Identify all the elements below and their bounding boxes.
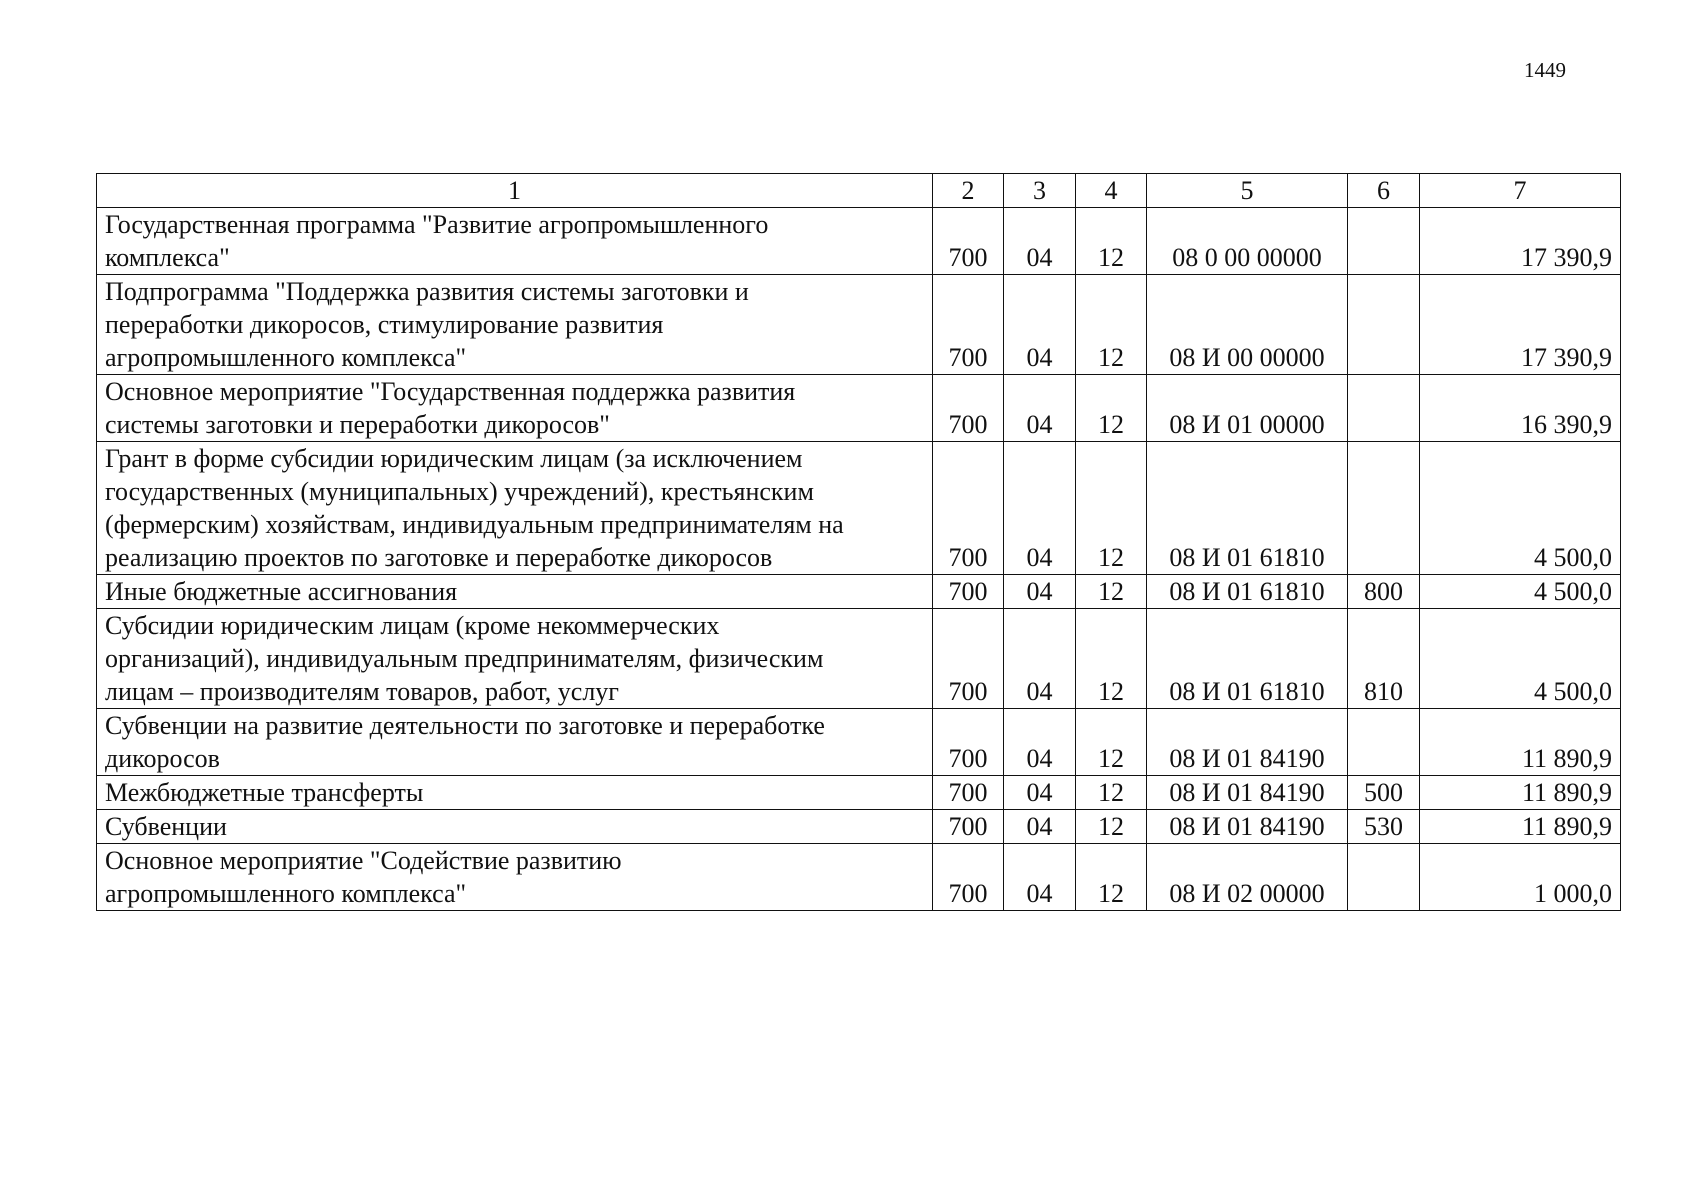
section-cell: 04 xyxy=(1004,810,1076,844)
code-cell: 700 xyxy=(933,810,1004,844)
header-cell-2: 2 xyxy=(933,174,1004,208)
expense-type-cell xyxy=(1348,208,1420,275)
item-name-line: Межбюджетные трансферты xyxy=(105,778,424,807)
amount-cell: 17 390,9 xyxy=(1420,208,1621,275)
expense-type-cell xyxy=(1348,709,1420,776)
header-cell-7: 7 xyxy=(1420,174,1621,208)
subsection-cell: 12 xyxy=(1076,844,1147,911)
code-cell: 700 xyxy=(933,844,1004,911)
item-name-cell xyxy=(97,208,933,275)
table-row xyxy=(97,275,1621,375)
item-name-line: комплекса" xyxy=(105,243,230,272)
item-name-line: Субвенции xyxy=(105,812,227,841)
budget-table xyxy=(96,173,1621,911)
amount-cell: 4 500,0 xyxy=(1420,609,1621,709)
target-article-cell: 08 И 00 00000 xyxy=(1147,275,1348,375)
expense-type-cell xyxy=(1348,275,1420,375)
header-row xyxy=(97,174,1621,208)
table-row xyxy=(97,609,1621,709)
subsection-cell: 12 xyxy=(1076,709,1147,776)
item-name-cell xyxy=(97,844,933,911)
amount-cell: 4 500,0 xyxy=(1420,575,1621,609)
table-row xyxy=(97,709,1621,776)
item-name-cell xyxy=(97,709,933,776)
item-name-line: реализацию проектов по заготовке и переработке дикоросов xyxy=(105,543,773,572)
code-cell: 700 xyxy=(933,442,1004,575)
table-body xyxy=(97,208,1621,911)
target-article-cell: 08 И 01 61810 xyxy=(1147,609,1348,709)
expense-type-cell: 800 xyxy=(1348,575,1420,609)
item-name-cell xyxy=(97,275,933,375)
amount-cell: 17 390,9 xyxy=(1420,275,1621,375)
header-cell-5: 5 xyxy=(1147,174,1348,208)
target-article-cell: 08 И 01 84190 xyxy=(1147,776,1348,810)
item-name-line: Основное мероприятие "Содействие развитию xyxy=(105,846,622,875)
code-cell: 700 xyxy=(933,375,1004,442)
target-article-cell: 08 0 00 00000 xyxy=(1147,208,1348,275)
item-name-line: агропромышленного комплекса" xyxy=(105,343,467,372)
section-cell: 04 xyxy=(1004,609,1076,709)
item-name-line: Субсидии юридическим лицам (кроме некоммерческих xyxy=(105,611,720,640)
item-name-line: Подпрограмма "Поддержка развития системы заготовки и xyxy=(105,277,749,306)
section-cell: 04 xyxy=(1004,575,1076,609)
amount-cell: 16 390,9 xyxy=(1420,375,1621,442)
expense-type-cell xyxy=(1348,844,1420,911)
section-cell: 04 xyxy=(1004,776,1076,810)
item-name-line: организаций), индивидуальным предпринимателям, физическим xyxy=(105,644,824,673)
item-name-cell xyxy=(97,810,933,844)
item-name-line: Субвенции на развитие деятельности по заготовке и переработке xyxy=(105,711,825,740)
subsection-cell: 12 xyxy=(1076,375,1147,442)
item-name-line: (фермерским) хозяйствам, индивидуальным предпринимателям на xyxy=(105,510,844,539)
target-article-cell: 08 И 01 00000 xyxy=(1147,375,1348,442)
subsection-cell: 12 xyxy=(1076,810,1147,844)
item-name-cell xyxy=(97,776,933,810)
header-cell-6: 6 xyxy=(1348,174,1420,208)
item-name-line: государственных (муниципальных) учреждений), крестьянским xyxy=(105,477,814,506)
subsection-cell: 12 xyxy=(1076,275,1147,375)
target-article-cell: 08 И 02 00000 xyxy=(1147,844,1348,911)
item-name-line: Государственная программа "Развитие агропромышленного xyxy=(105,210,769,239)
subsection-cell: 12 xyxy=(1076,609,1147,709)
subsection-cell: 12 xyxy=(1076,575,1147,609)
item-name-cell xyxy=(97,375,933,442)
item-name-line: лицам – производителям товаров, работ, услуг xyxy=(105,677,619,706)
code-cell: 700 xyxy=(933,575,1004,609)
section-cell: 04 xyxy=(1004,844,1076,911)
item-name-cell xyxy=(97,575,933,609)
section-cell: 04 xyxy=(1004,208,1076,275)
amount-cell: 11 890,9 xyxy=(1420,810,1621,844)
item-name-cell xyxy=(97,609,933,709)
expense-type-cell: 500 xyxy=(1348,776,1420,810)
amount-cell: 11 890,9 xyxy=(1420,709,1621,776)
table-row xyxy=(97,575,1621,609)
code-cell: 700 xyxy=(933,709,1004,776)
header-cell-4: 4 xyxy=(1076,174,1147,208)
table-row xyxy=(97,776,1621,810)
section-cell: 04 xyxy=(1004,442,1076,575)
item-name-line: Иные бюджетные ассигнования xyxy=(105,577,458,606)
item-name-cell xyxy=(97,442,933,575)
item-name-line: Грант в форме субсидии юридическим лицам (за исключением xyxy=(105,444,803,473)
code-cell: 700 xyxy=(933,208,1004,275)
table-row xyxy=(97,844,1621,911)
amount-cell: 1 000,0 xyxy=(1420,844,1621,911)
expense-type-cell xyxy=(1348,442,1420,575)
amount-cell: 4 500,0 xyxy=(1420,442,1621,575)
expense-type-cell xyxy=(1348,375,1420,442)
amount-cell: 11 890,9 xyxy=(1420,776,1621,810)
section-cell: 04 xyxy=(1004,375,1076,442)
target-article-cell: 08 И 01 84190 xyxy=(1147,810,1348,844)
code-cell: 700 xyxy=(933,275,1004,375)
item-name-line: дикоросов xyxy=(105,744,220,773)
table-row xyxy=(97,375,1621,442)
target-article-cell: 08 И 01 61810 xyxy=(1147,442,1348,575)
item-name-line: переработки дикоросов, стимулирование развития xyxy=(105,310,664,339)
section-cell: 04 xyxy=(1004,275,1076,375)
code-cell: 700 xyxy=(933,776,1004,810)
target-article-cell: 08 И 01 84190 xyxy=(1147,709,1348,776)
header-cell-3: 3 xyxy=(1004,174,1076,208)
header-cell-1: 1 xyxy=(97,174,933,208)
expense-type-cell: 810 xyxy=(1348,609,1420,709)
table-row xyxy=(97,442,1621,575)
target-article-cell: 08 И 01 61810 xyxy=(1147,575,1348,609)
expense-type-cell: 530 xyxy=(1348,810,1420,844)
item-name-line: Основное мероприятие "Государственная поддержка развития xyxy=(105,377,796,406)
subsection-cell: 12 xyxy=(1076,776,1147,810)
subsection-cell: 12 xyxy=(1076,208,1147,275)
item-name-line: агропромышленного комплекса" xyxy=(105,879,467,908)
section-cell: 04 xyxy=(1004,709,1076,776)
table-row xyxy=(97,810,1621,844)
page-number: 1449 xyxy=(1524,58,1566,82)
subsection-cell: 12 xyxy=(1076,442,1147,575)
table-row xyxy=(97,208,1621,275)
item-name-line: системы заготовки и переработки дикоросов" xyxy=(105,410,610,439)
code-cell: 700 xyxy=(933,609,1004,709)
